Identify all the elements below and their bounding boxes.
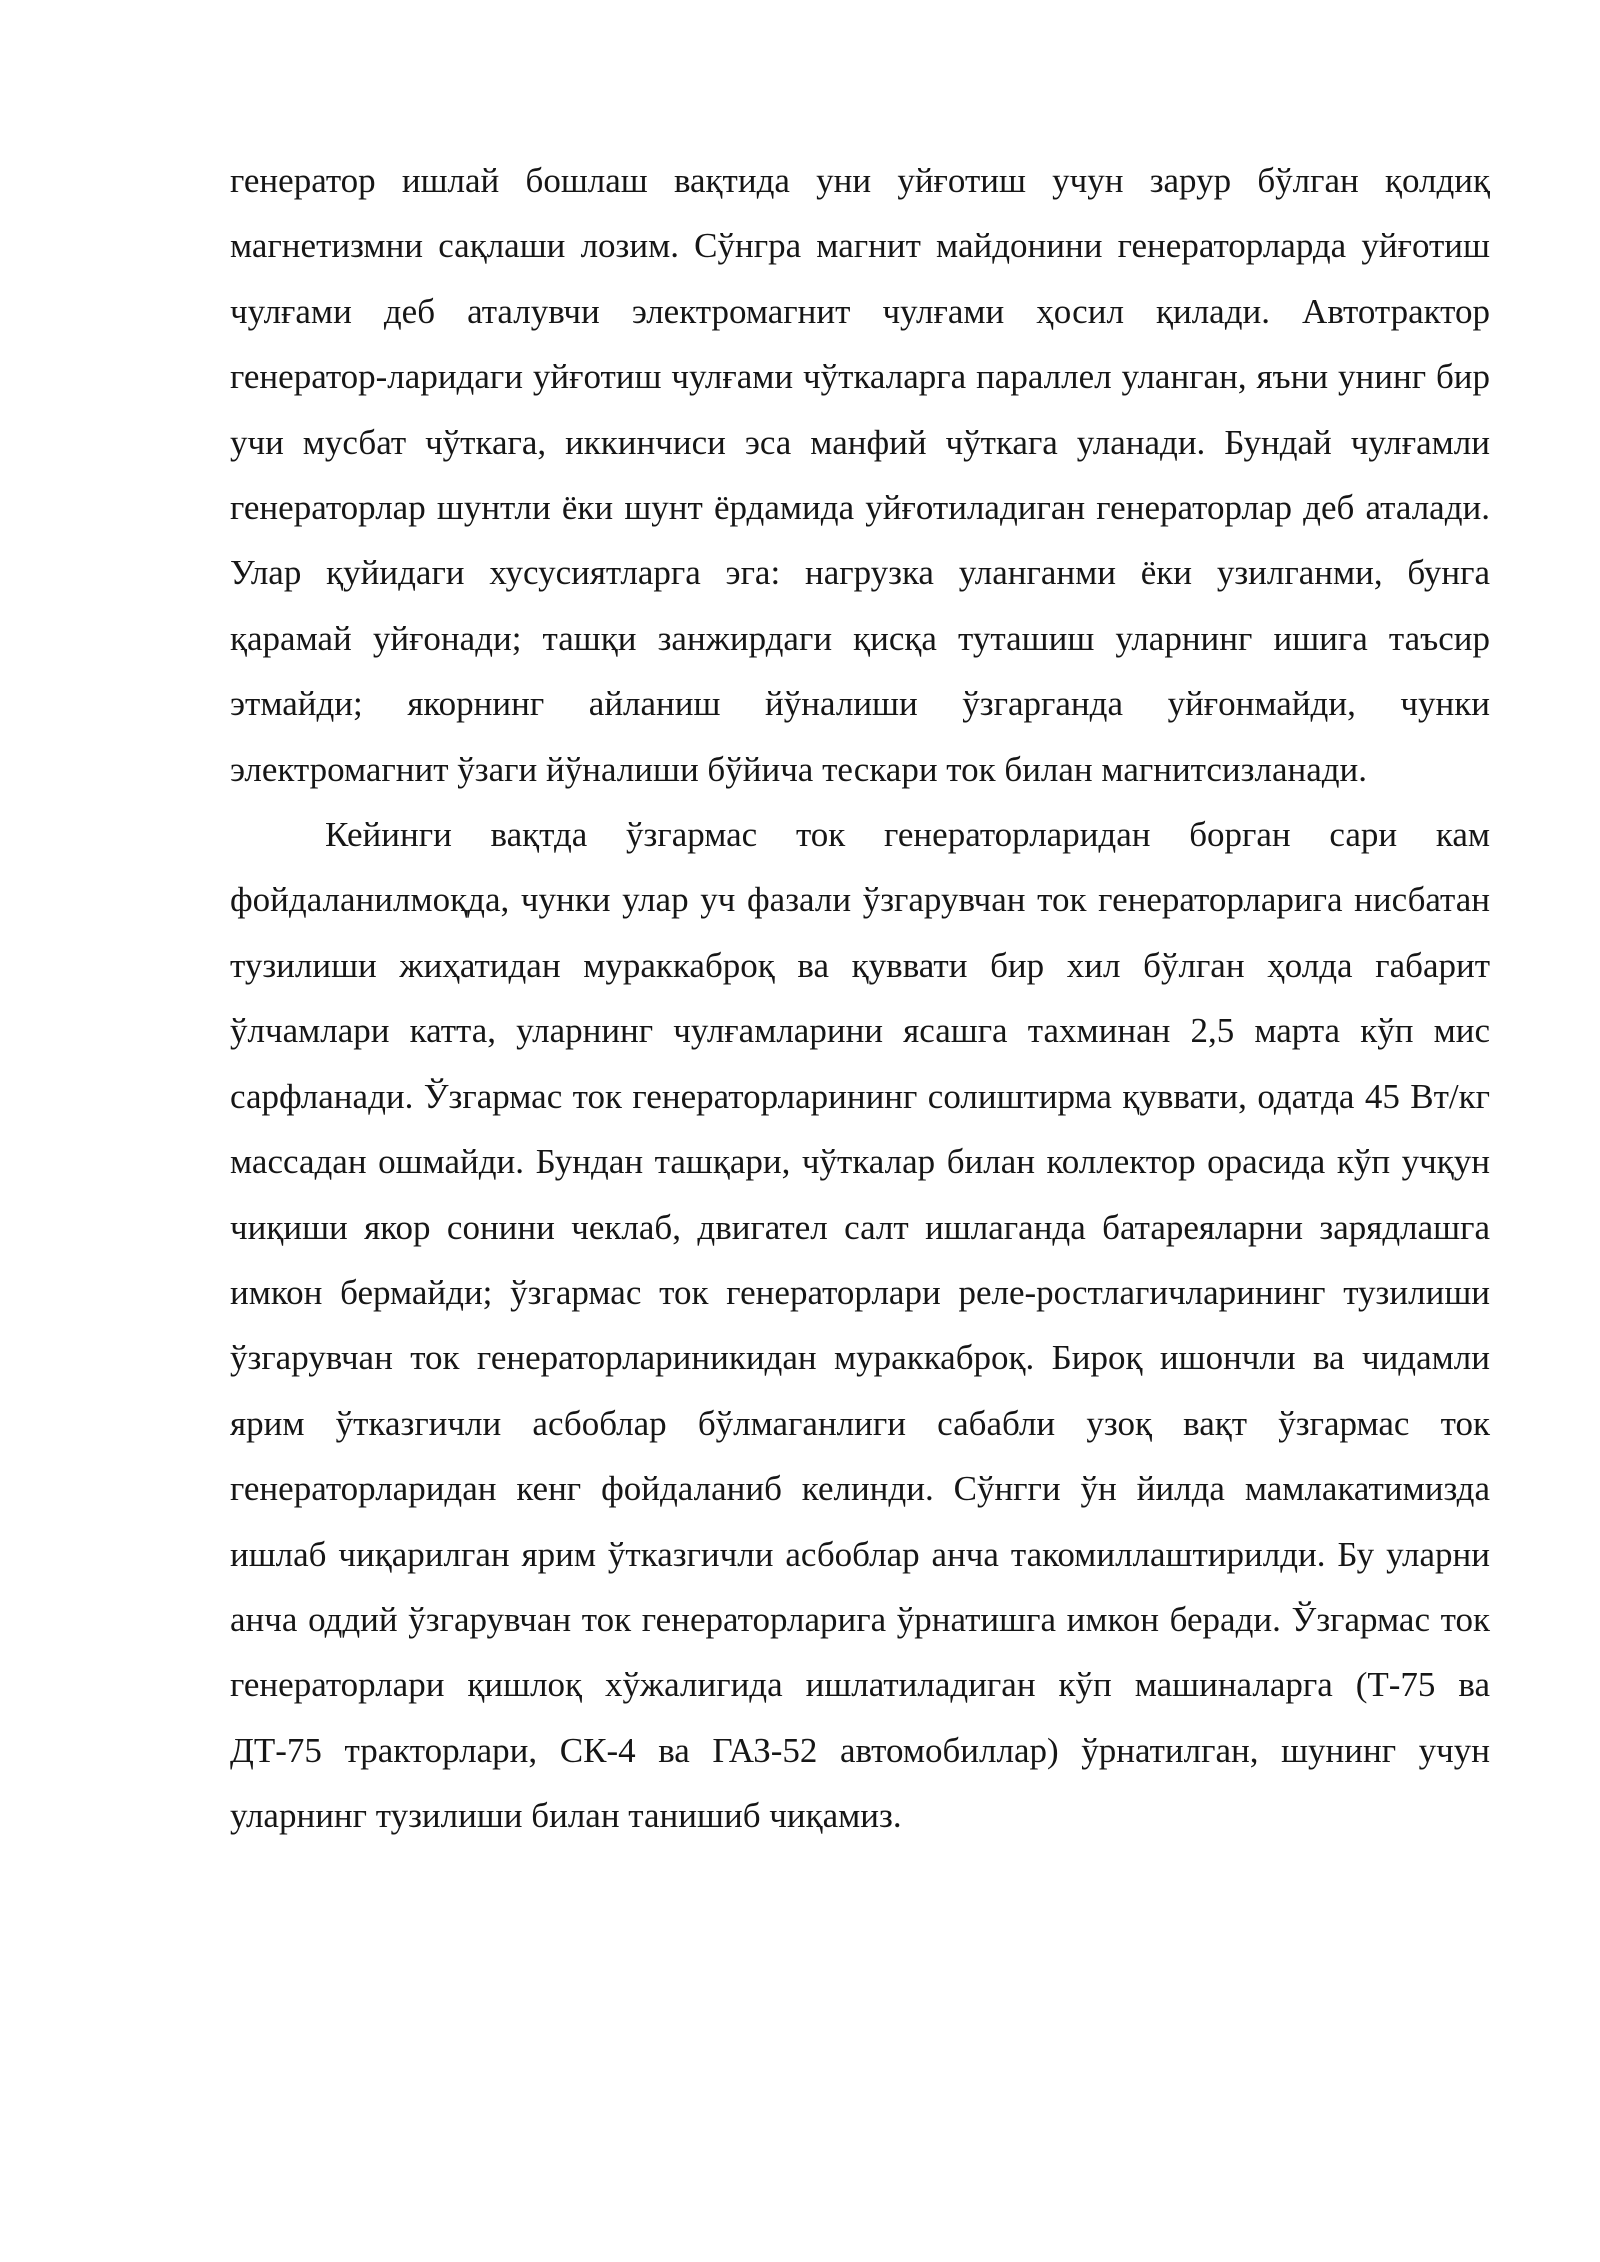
paragraph-2: Кейинги вақтда ўзгармас ток генераторларидан борган сари кам фойдаланилмоқда, чунки улар уч фазали ўзгарувчан ток генераторларига нисбатан тузилиши жиҳатидан мураккаброқ ва қуввати бир хил бўлган ҳолда габарит ўлчамлари катта, уларнинг чулғамларини ясашга тахминан 2,5 марта кўп мис сарфланади. Ўзгармас ток генераторларининг солиштирма қуввати, одатда 45 Вт/кг массадан ошмайди. Бундан ташқари, чўткалар билан коллектор орасида кўп учқун чиқиши якор сонини чеклаб, двигател салт ишлаганда батареяларни зарядлашга имкон бермайди; ўзгармас ток генераторлари реле-ростлагичларининг тузилиши ўзгарувчан ток генераторлариникидан мураккаброқ. Бироқ ишончли ва чидамли ярим ўтказгичли асбоблар бўлмаганлиги сабабли узоқ вақт ўзгармас ток генераторларидан кенг фойдаланиб келинди. Сўнгги ўн йилда мамлакатимизда ишлаб чиқарилган ярим ўтказгичли асбоблар анча такомиллаштирилди. Бу уларни анча оддий ўзгарувчан ток генераторларига ўрнатишга имкон беради. Ўзгармас ток генераторлари қишлоқ хўжалигида ишлатиладиган кўп машиналарга (Т-75 ва ДТ-75 тракторлари, СК-4 ва ГАЗ-52 автомобиллар) ўрнатилган, шунинг учун уларнинг тузилиши билан танишиб чиқамиз. — [230, 815, 1490, 1836]
document-body — [230, 148, 1490, 1849]
paragraph-1: генератор ишлай бошлаш вақтида уни уйғотиш учун зарур бўлган қолдиқ магнетизмни сақлаши лозим. Сўнгра магнит майдонини генераторларда уйғотиш чулғами деб аталувчи электромагнит чулғами ҳосил қилади. Автотрактор генератор-ларидаги уйғотиш чулғами чўткаларга параллел уланган, яъни унинг бир учи мусбат чўткага, иккинчиси эса манфий чўткага уланади. Бундай чулғамли генераторлар шунтли ёки шунт ёрдамида уйғотиладиган генераторлар деб аталади. Улар қуйидаги хусусиятларга эга: нагрузка уланганми ёки узилганми, бунга қарамай уйғонади; ташқи занжирдаги қисқа туташиш уларнинг ишига таъсир этмайди; якорнинг айланиш йўналиши ўзгарганда уйғонмайди, чунки электромагнит ўзаги йўналиши бўйича тескари ток билан магнитсизланади. — [230, 161, 1490, 789]
